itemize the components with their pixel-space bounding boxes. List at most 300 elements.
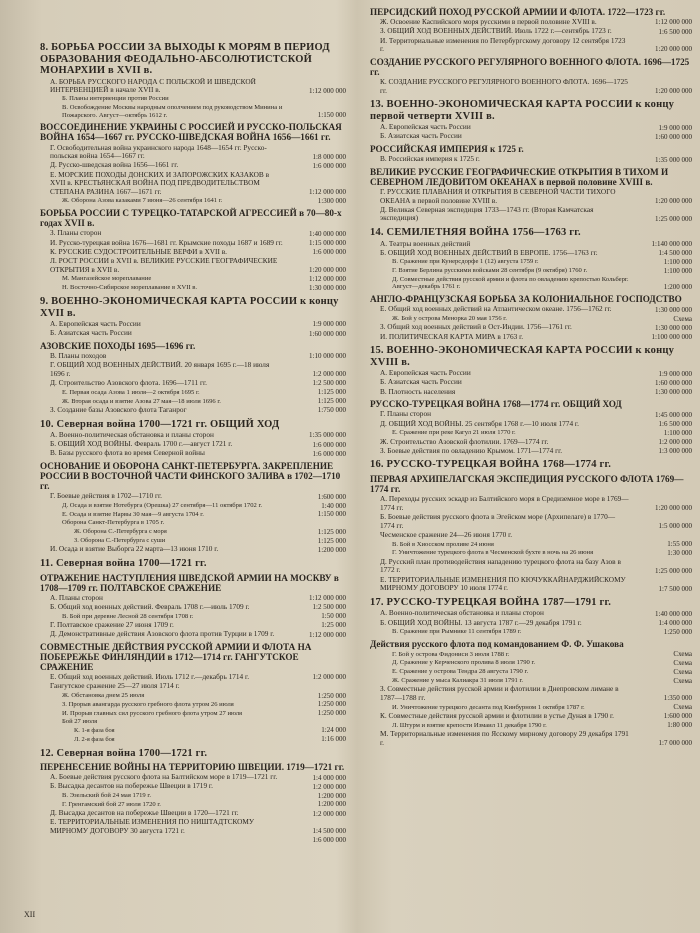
map-entry [370,37,692,54]
map-entry [370,721,692,729]
map-entry-title: А. БОРЬБА РУССКОГО НАРОДА С ПОЛЬСКОЙ И ШВЕДСКОЙ ИНТЕРВЕНЦИЕЙ в начале XVII в. [50,77,256,95]
map-entry-title: Е. МОРСКИЕ ПОХОДЫ ДОНСКИХ И ЗАПОРОЖСКИХ КАЗАКОВ в XVII в. КРЕСТЬЯНСКАЯ ВОЙНА ПОД ПРЕДВОДИТЕЛЬСТВОМ СТЕПАНА РАЗИНА 1667—1671 гг. [50,170,270,196]
map-scale: 1:200 000 [317,800,346,809]
map-entry-title: И. Осада и взятие Выборга 22 марта—13 июня 1710 г. [50,545,219,554]
map-scale: 1:45 000 000 [655,410,692,419]
subsection-title: АЗОВСКИЕ ПОХОДЫ 1695—1696 гг. [40,340,196,351]
map-entry [40,431,346,440]
map-scale: 1:12 000 000 [309,594,346,603]
map-scale: 1:6 000 000 [312,836,346,845]
map-entry-title: Е. ТЕРРИТОРИАЛЬНЫЕ ИЗМЕНЕНИЯ ПО НИШТАДТСКОМУ МИРНОМУ ДОГОВОРУ 30 августа 1721 г. [50,818,255,836]
map-entry-title: З. Прорыв авангарда русского гребного флота утром 26 июля [62,700,234,708]
map-scale: 1:5 000 000 [658,522,692,531]
map-entry [370,378,692,387]
map-scale: 1:2 000 000 [658,438,692,447]
map-entry-title: Е. Осада и взятие Нарвы 30 мая—9 августа 1704 г. [62,510,204,518]
map-entry-title: Г. Боевые действия в 1702—1710 гг. [50,492,162,501]
section-title: 14. СЕМИЛЕТНЯЯ ВОЙНА 1756—1763 гг. [370,227,581,239]
map-entry [40,397,346,405]
subsection-title: СОЗДАНИЕ РУССКОГО РЕГУЛЯРНОГО ВОЕННОГО ФЛОТА. 1696—1725 гг. [370,56,690,77]
map-scale: 1:2 500 000 [312,603,346,612]
map-entry-title: М. Территориальные изменения по Ясскому мирному договору 29 декабря 1791 г. [380,730,629,747]
map-entry [40,545,346,554]
map-scale: Схема [673,314,692,323]
map-entry-title: Л. Штурм и взятие крепости Измаил 11 декабря 1790 г. [392,721,547,729]
map-scale: Схема [673,676,692,685]
map-entry [370,27,692,36]
subsection-title: РУССКО-ТУРЕЦКАЯ ВОЙНА 1768—1774 гг. ОБЩИЙ ХОД [370,399,622,410]
map-entry [370,78,692,95]
map-entry-title: Д. Великая Северная экспедиция 1733—1743 гг. (Вторая Камчатская экспедиция) [380,205,594,223]
map-entry-title: Д. Осада и взятие Нотебурга (Орешка) 27 сентября—11 октября 1702 г. [62,502,263,510]
map-entry-title: Г. Освободительная война украинского народа 1648—1654 гг. Русско-польская война 1654—1667 гг. [50,143,267,161]
map-entry [370,276,692,292]
map-entry [370,619,692,628]
map-entry [370,305,692,314]
map-entry [40,229,346,238]
map-entry-title: А. Планы сторон [50,593,103,602]
map-scale: 1:4 000 000 [312,773,346,782]
map-scale: 1:60 000 000 [655,132,692,141]
map-entry [40,257,346,274]
map-entry [370,685,692,702]
map-entry [370,410,692,419]
map-scale: 1:50 000 [321,612,346,621]
map-scale: 1:20 000 000 [655,196,692,205]
map-scale: 1:200 000 [663,282,692,291]
map-entry [40,612,346,620]
map-scale: 1:350 000 [663,694,692,703]
right-column [370,4,692,933]
map-entry-title: Е. Сражение при реке Кагул 21 июля 1770 г. [392,429,516,437]
map-scale: 1:100 000 [663,266,692,275]
map-entry-title: В. Бой в Хиосском проливе 24 июня [392,540,494,548]
map-scale: 1:55 000 [667,540,692,549]
map-entry-title: В. Бой при деревне Лесной 28 сентября 1708 г. [62,612,194,620]
map-entry [370,315,692,323]
map-entry [40,800,346,808]
map-scale: 1:125 000 [317,527,346,536]
map-scale: 1:250 000 [317,691,346,700]
map-entry-title: З. Общий ход военных действий в Ост-Индии. 1756—1761 гг. [380,323,572,332]
map-entry [40,773,346,782]
map-entry-title: Б. Планы интервенции против России [62,95,169,103]
map-entry-title: К. Совместные действия русской армии и флотилии в устье Дуная в 1790 г. [380,712,614,721]
map-entry-title: И. Прорыв главных сил русского гребного флота утром 27 июля [62,709,243,717]
map-entry [40,284,346,292]
map-scale: 1:4 000 000 [658,618,692,627]
map-scale: 1:140 000 000 [651,239,692,248]
map-scale: 1:2 000 000 [312,809,346,818]
map-entry [370,155,692,164]
map-entry [40,449,346,458]
map-scale: 1:2 000 000 [312,673,346,682]
map-entry [40,510,346,518]
map-entry-title: М. Мангазейское мореплавание [62,275,152,283]
map-entry [40,818,346,835]
map-scale: Схема [673,667,692,676]
map-entry-title: Ж. Освоение Каспийского моря русскими в первой половине XVIII в. [380,18,597,27]
map-scale: 1:100 000 [663,428,692,437]
section-title: 11. Северная война 1700—1721 гг. [40,557,207,569]
map-scale: 1:600 000 [317,492,346,501]
map-entry-title: В. Сражение при Рымнике 11 сентября 1789 г. [392,628,522,636]
map-entry [40,537,346,545]
map-scale: 1:750 000 [317,406,346,415]
map-entry-title: Е. Первая осада Азова 1 июля—2 октября 1695 г. [62,388,200,396]
map-entry [40,809,346,818]
map-scale: 1:100 000 [663,258,692,266]
map-entry-title: Ж. Сражение у мыса Калиакра 31 июля 1791 г. [392,677,524,685]
map-scale: 1:3 000 000 [658,447,692,456]
map-scale: 1:40 000 000 [655,609,692,618]
map-entry [370,188,692,205]
map-entry-title: Б. Боевые действия русского флота в Эгейском море (Архипелаге) в 1770—1774 гг. [380,513,616,530]
map-scale: 1:60 000 000 [309,329,346,338]
map-entry [40,78,346,95]
map-scale: 1:7 000 000 [658,739,692,748]
map-scale: 1:200 000 [317,791,346,800]
map-entry-title: Д. Русский план противодействия нападению турецкого флота на базу Азов в 1772 г. [380,557,621,575]
map-entry [40,144,346,161]
map-entry-title: Г. ОБЩИЙ ХОД ВОЕННЫХ ДЕЙСТВИЙ. 20 января 1695 г.—18 июля 1696 г. [50,361,270,378]
map-entry [40,630,346,639]
map-scale: 1:2 000 000 [312,782,346,791]
map-entry [40,735,346,743]
map-entry [40,603,346,612]
map-scale: 1:25 000 000 [655,214,692,223]
map-entry-title: Г. Взятие Берлина русскими войсками 28 сентября (9 октября) 1760 г. [392,267,588,275]
map-entry [40,171,346,197]
map-entry [370,712,692,721]
map-entry-title: Оборона Санкт-Петербурга в 1705 г. [62,519,165,527]
map-entry-title: Л. РОСТ РОССИИ в XVII в. ВЕЛИКИЕ РУССКИЕ ГЕОГРАФИЧЕСКИЕ ОТКРЫТИЯ в XVII в. [50,257,278,274]
map-entry-title: В. Российская империя к 1725 г. [380,155,480,164]
map-entry [40,718,346,726]
map-scale: 1:250 000 [317,700,346,709]
map-scale: 1:12 000 000 [309,274,346,283]
map-scale: 1:2 000 000 [312,370,346,379]
map-entry [370,668,692,676]
subsection-title: СОВМЕСТНЫЕ ДЕЙСТВИЯ РУССКОЙ АРМИИ И ФЛОТА НА ПОБЕРЕЖЬЕ ФИНЛЯНДИИ в 1712—1714 гг. ГАНГУТСКОЕ СРАЖЕНИЕ [40,641,312,672]
map-entry-title: А. Боевые действия русского флота на Балтийском море в 1719—1721 гг. [50,773,278,782]
map-scale: Схема [673,703,692,712]
map-entry-title: Б. ОБЩИЙ ХОД ВОЙНЫ. Февраль 1700 г.—август 1721 г. [50,440,233,449]
map-entry [40,275,346,283]
map-entry [370,240,692,249]
section-title: 13. ВОЕННО-ЭКОНОМИЧЕСКАЯ КАРТА РОССИИ к концу первой четверти XVIII в. [370,99,675,122]
map-entry-title: В. Планы походов [50,352,107,360]
map-scale: 1:15 000 000 [309,239,346,248]
map-entry-title: А. Переходы русских эскадр из Балтийского моря в Средиземное море в 1769—1774 гг. [380,495,629,512]
map-entry [370,447,692,456]
map-entry-title: Д. Высадка десантов на побережье Швеции в 1720—1721 гг. [50,809,239,818]
subsection-title: АНГЛО-ФРАНЦУЗСКАЯ БОРЬБА ЗА КОЛОНИАЛЬНОЕ ГОСПОДСТВО [370,294,682,305]
map-scale: 1:30 000 000 [655,388,692,397]
map-entry-title: Д. Демонстративные действия Азовского флота против Турции в 1709 г. [50,630,275,639]
map-scale: 1:100 000 000 [651,332,692,341]
map-scale: 1:12 000 000 [309,188,346,197]
map-entry-title: Е. ТЕРРИТОРИАЛЬНЫЕ ИЗМЕНЕНИЯ ПО КЮЧУККАЙНАРДЖИЙСКОМУ МИРНОМУ ДОГОВОРУ 10 июля 1774 г. [380,575,626,593]
map-scale: 1:125 000 [317,388,346,397]
map-entry-title: Б. Азиатская часть России [50,329,132,338]
map-scale: 1:25 000 000 [655,566,692,575]
section-title: 10. Северная война 1700—1721 гг. ОБЩИЙ ХОД [40,418,280,430]
map-scale: 1:9 000 000 [658,369,692,378]
map-entry [40,594,346,603]
section-title: 9. ВОЕННО-ЭКОНОМИЧЕСКАЯ КАРТА РОССИИ к концу XVII в. [40,295,339,319]
map-scale: 1:125 000 [317,536,346,545]
map-entry [370,609,692,618]
map-entry [370,703,692,711]
page-number: XII [24,910,36,919]
map-entry-title: Е. Общий ход военных действий. Июль 1712 г.—декабрь 1714 г. [50,673,250,682]
map-entry-title: А. Европейская часть России [380,123,471,132]
map-entry [40,519,346,527]
map-entry [40,528,346,536]
map-entry-title: Г. Полтавское сражение 27 июня 1709 г. [50,620,174,629]
map-scale: 1:8 000 000 [312,152,346,161]
section-title: 15. ВОЕННО-ЭКОНОМИЧЕСКАЯ КАРТА РОССИИ к концу XVIII в. [370,345,675,368]
map-entry-title: К. РУССКИЕ СУДОСТРОИТЕЛЬНЫЕ ВЕРФИ в XVII в. [50,247,228,256]
map-entry [370,249,692,258]
map-entry [40,248,346,257]
map-entry [370,333,692,342]
map-scale: 1:35 000 000 [309,431,346,440]
subsection-title: ПЕРВАЯ АРХИПЕЛАГСКАЯ ЭКСПЕДИЦИЯ РУССКОГО ФЛОТА 1769—1774 гг. [370,474,684,495]
subsection-title: ОСНОВАНИЕ И ОБОРОНА САНКТ-ПЕТЕРБУРГА. ЗАКРЕПЛЕНИЕ РОССИИ В ВОСТОЧНОЙ ЧАСТИ ФИНСКОГО ЗАЛИВА в 1702—1710 гг. [40,461,341,492]
map-scale: 1:40 000 000 [309,229,346,238]
map-entry [40,95,346,103]
map-entry [370,323,692,332]
map-entry-title: З. Совместные действия русской армии и флотилии в Днепровском лимане в 1787—1788 гг. [380,685,619,703]
subsection-title: ОТРАЖЕНИЕ НАСТУПЛЕНИЯ ШВЕДСКОЙ АРМИИ НА МОСКВУ в 1708—1709 гг. ПОЛТАВСКОЕ СРАЖЕНИЕ [40,572,339,593]
map-entry [40,792,346,800]
map-entry-title: З. Боевые действия по овладению Крымом. 1771—1774 гг. [380,446,563,455]
map-entry [370,18,692,27]
map-scale: 1:6 000 000 [312,449,346,458]
map-entry [40,197,346,205]
map-entry [370,540,692,548]
subsection-title: ВЕЛИКИЕ РУССКИЕ ГЕОГРАФИЧЕСКИЕ ОТКРЫТИЯ В ТИХОМ И СЕВЕРНОМ ЛЕДОВИТОМ ОКЕАНАХ в первой половине XVIII в. [370,166,669,187]
map-entry-title: А. Европейская часть России [50,320,141,329]
map-scale: 1:24 000 [321,726,346,735]
map-entry-title: В. Сражение при Кунерсдорфе 1 (12) августа 1759 г. [392,258,539,266]
map-entry [370,659,692,667]
map-entry-title: Чесменское сражение 24—26 июня 1770 г. [380,530,513,539]
map-scale: 1:2 500 000 [312,379,346,388]
map-scale: 1:6 500 000 [658,27,692,36]
map-entry [40,682,346,691]
map-entry [40,621,346,630]
map-entry [40,361,346,378]
map-scale: 1:200 000 [317,545,346,554]
map-entry [370,123,692,132]
map-entry [40,692,346,700]
map-entry-title: Ж. Оборона Азова казаками 7 июня—26 сентября 1641 г. [62,197,223,205]
subsection-title: ПЕРСИДСКИЙ ПОХОД РУССКОЙ АРМИИ И ФЛОТА. 1722—1723 гг. [370,7,666,17]
map-scale: 1:16 000 [321,735,346,744]
map-scale: 1:30 000 000 [309,283,346,292]
map-scale: 1:20 000 000 [655,45,692,54]
map-scale: 1:25 000 [321,621,346,630]
map-entry-title: Б. Азиатская часть России [380,378,462,387]
map-entry-title: А. Европейская часть России [380,369,471,378]
map-scale: 1:30 000 000 [655,305,692,314]
map-entry-title: Г. Гренгамский бой 27 июля 1720 г. [62,800,161,808]
map-scale: 1:20 000 000 [655,86,692,95]
map-entry-title: Б. ОБЩИЙ ХОД ВОЕННЫХ ДЕЙСТВИЙ В ЕВРОПЕ. 1756—1763 гг. [380,248,598,257]
map-entry [40,726,346,734]
map-scale: 1:6 000 000 [312,440,346,449]
map-entry-title: А. Театры военных действий [380,239,471,248]
section-title: 17. РУССКО-ТУРЕЦКАЯ ВОЙНА 1787—1791 гг. [370,596,612,608]
map-scale: 1:150 000 [317,510,346,519]
map-scale: 1:7 500 000 [658,584,692,593]
map-scale: 1:250 000 [317,709,346,718]
map-entry-title: И. Уничтожение турецкого десанта под Кинбурном 1 октября 1787 г. [392,703,585,711]
map-entry-title: Г. Уничтожение турецкого флота в Чесменской бухте в ночь на 26 июня [392,549,594,557]
map-scale: 1:125 000 [317,397,346,406]
map-scale: 1:6 000 000 [312,161,346,170]
map-entry [370,267,692,275]
map-scale: 1:10 000 000 [309,352,346,361]
map-entry-title: Е. Сражение у острова Тендра 28 августа 1790 г. [392,668,529,676]
map-entry [370,258,692,266]
map-entry [370,388,692,397]
map-entry-title: Ж. Оборона С.-Петербурга с моря [74,528,167,536]
map-scale: 1:35 000 000 [655,155,692,164]
map-scale: Схема [673,658,692,667]
map-entry-title: Бой 27 июля [62,718,98,726]
map-entry-title: З. ОБЩИЙ ХОД ВОЕННЫХ ДЕЙСТВИЙ. Июль 1722 г.—сентябрь 1723 г. [380,27,612,36]
map-scale: 1:80 000 [667,721,692,730]
map-entry-title: Е. Общий ход военных действий на Атлантическом океане. 1756—1762 гг. [380,305,612,314]
map-entry [370,369,692,378]
map-entry [370,531,692,540]
map-entry [370,558,692,575]
subsection-title: ВОССОЕДИНЕНИЕ УКРАИНЫ С РОССИЕЙ И РУССКО-ПОЛЬСКАЯ ВОЙНА 1654—1667 гг. РУССКО-ШВЕДСКАЯ ВОЙНА 1656—1661 гг. [40,122,342,143]
map-entry-title: Н. Восточно-Сибирское мореплавание в XVII в. [62,284,198,292]
map-entry [40,492,346,501]
map-scale: 1:40 000 [321,501,346,510]
map-entry [40,406,346,415]
map-entry [40,352,346,361]
map-entry-title: В. Эзельский бой 24 мая 1719 г. [62,792,151,800]
map-entry [370,438,692,447]
map-entry-title: Ж. Строительство Азовской флотилии. 1769—1774 гг. [380,437,549,446]
map-scale: 1:4 500 000 [658,249,692,258]
map-entry-title: И. Территориальные изменения по Петербургскому договору 12 сентября 1723 г. [380,36,626,54]
map-entry-title: Г. Планы сторон [380,410,432,419]
map-entry-title: В. Базы русского флота во время Северной войны [50,449,205,458]
map-entry-title: К. 1-я фаза боя [74,727,115,735]
map-entry [370,429,692,437]
map-entry-title: Г. Бой у острова Фидониси 3 июля 1788 г. [392,650,510,658]
map-entry-title: В. Плотность населения [380,387,456,396]
map-scale: 1:600 000 [663,712,692,721]
map-entry-title: Д. ОБЩИЙ ХОД ВОЙНЫ. 25 сентября 1768 г.—10 июля 1774 г. [380,419,579,428]
map-scale: 1:20 000 000 [309,266,346,275]
map-scale: 1:20 000 000 [655,504,692,513]
map-entry-title: З. Создание базы Азовского флота Таганрог [50,405,187,414]
map-entry-title: Г. РУССКИЕ ПЛАВАНИЯ И ОТКРЫТИЯ В СЕВЕРНОЙ ЧАСТИ ТИХОГО ОКЕАНА в первой половине XVIII в. [380,188,616,205]
map-entry-title: З. Оборона С.-Петербурга с суши [74,537,166,545]
map-entry-title: К. СОЗДАНИЕ РУССКОГО РЕГУЛЯРНОГО ВОЕННОГО ФЛОТА. 1696—1725 гг. [380,77,628,95]
map-entry-title: Гангутское сражение 25—27 июля 1714 г. [50,682,180,691]
map-entry-title: А. Военно-политическая обстановка и планы сторон [380,609,544,618]
section-title: 8. БОРЬБА РОССИИ ЗА ВЫХОДЫ К МОРЯМ В ПЕРИОД ОБРАЗОВАНИЯ ФЕОДАЛЬНО-АБСОЛЮТИСТСКОЙ МОНАРХИИ в XVII в. [40,42,330,77]
map-scale: 1:9 000 000 [312,320,346,329]
map-entry [370,132,692,141]
map-entry [40,502,346,510]
subsection-title: БОРЬБА РОССИИ С ТУРЕЦКО-ТАТАРСКОЙ АГРЕССИЕЙ в 70—80-х годах XVII в. [40,208,342,229]
map-entry [370,513,692,530]
section-title: 16. РУССКО-ТУРЕЦКАЯ ВОЙНА 1768—1774 гг. [370,459,612,471]
map-scale: 1:30 000 000 [655,323,692,332]
map-entry [370,206,692,223]
map-scale: 1:12 000 000 [309,86,346,95]
subsection-title: ПЕРЕНЕСЕНИЕ ВОЙНЫ НА ТЕРРИТОРИЮ ШВЕЦИИ. 1719—1721 гг. [40,762,345,773]
map-scale: 1:12 000 000 [309,630,346,639]
map-entry [40,673,346,682]
map-entry [40,388,346,396]
map-entry [370,677,692,685]
map-entry [370,628,692,636]
map-entry-title: Б. Азиатская часть России [380,132,462,141]
map-entry-title: Д. Строительство Азовского флота. 1696—1711 гг. [50,379,208,388]
map-entry [370,730,692,747]
map-entry-title: З. Планы сторон [50,229,102,238]
map-entry-title: Д. Русско-шведская война 1656—1661 гг. [50,161,179,170]
map-entry-title: Д. Сражение у Керченского пролива 8 июля 1790 г. [392,659,536,667]
map-scale: 1:150 000 [317,111,346,120]
map-entry-title: Б. ОБЩИЙ ХОД ВОЙНЫ. 13 августа 1787 г.—29 декабря 1791 г. [380,618,582,627]
map-entry [370,549,692,557]
map-entry [40,700,346,708]
left-column [40,38,346,933]
map-scale: Схема [673,650,692,659]
map-entry-title: Ж. Бой у острова Менорка 20 мая 1756 г. [392,315,507,323]
map-entry-title: Ж. Вторая осада и взятие Азова 27 мая—18 июля 1696 г. [62,397,221,405]
map-scale: 1:6 000 000 [312,248,346,257]
subsection-title: РОССИЙСКАЯ ИМПЕРИЯ к 1725 г. [370,144,524,155]
map-entry [370,420,692,429]
map-entry-title: Б. Общий ход военных действий. Февраль 1708 г.—июль 1709 г. [50,602,250,611]
map-entry-title: И. Русско-турецкая война 1676—1681 гг. Крымские походы 1687 и 1689 гг. [50,238,283,247]
map-entry [40,329,346,338]
map-entry [370,576,692,593]
map-entry-title: Д. Совместные действия русской армии и флота по овладению крепостью Кольберг. Август—декабрь 1761 г. [392,275,629,291]
map-entry-title: А. Военно-политическая обстановка и планы сторон [50,431,214,440]
map-entry [40,379,346,388]
map-scale: 1:9 000 000 [658,123,692,132]
map-entry [40,709,346,717]
subsection-title: Действия русского флота под командованием Ф. Ф. Ушакова [370,638,624,649]
map-entry [40,440,346,449]
map-entry-title: Л. 2-я фаза боя [74,735,115,743]
map-entry [40,836,346,844]
map-entry [40,782,346,791]
map-entry [40,161,346,170]
map-entry-title: Ж. Обстановка днем 25 июля [62,692,145,699]
map-entry [370,495,692,512]
map-scale: 1:30 000 [667,548,692,557]
map-scale: 1:12 000 000 [655,18,692,27]
map-entry-title: Б. Высадка десантов на побережье Швеции в 1719 г. [50,782,213,791]
map-scale: 1:4 500 000 [312,827,346,836]
map-entry [40,239,346,248]
